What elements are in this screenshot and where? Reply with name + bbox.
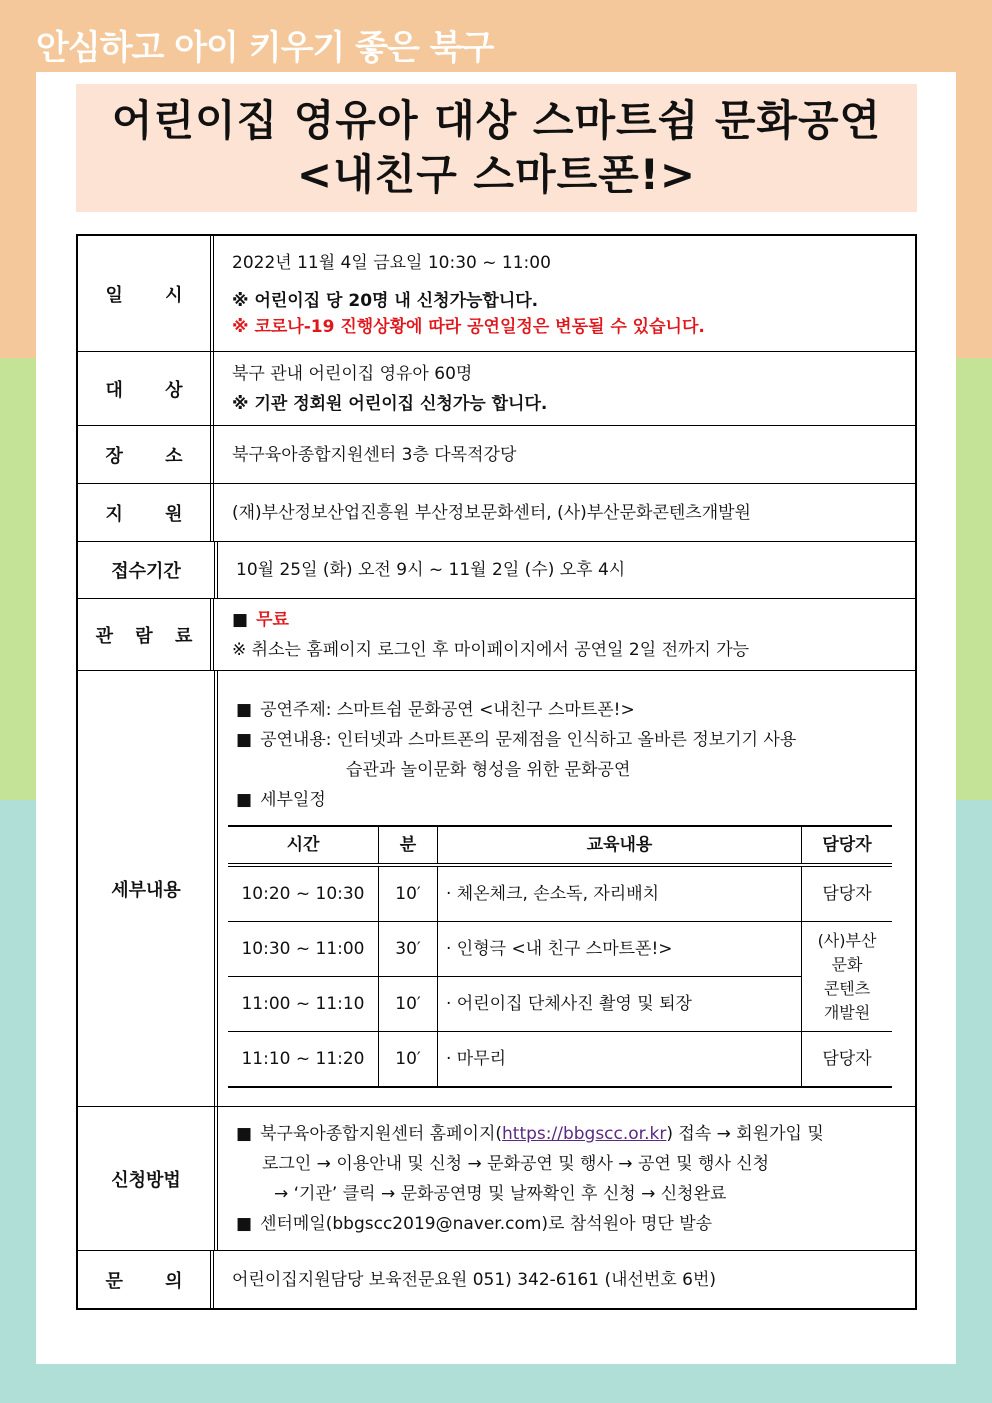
row-place <box>78 425 915 483</box>
schedule-time: 10:30 ~ 11:00 <box>228 922 379 977</box>
content-place <box>214 426 915 483</box>
table-row <box>228 922 892 977</box>
schedule-staff: 담당자 <box>802 1032 893 1088</box>
label-date: 일 시 <box>78 236 214 351</box>
support-text: (재)부산정보산업진흥원 부산정보문화센터, (사)부산문화콘텐츠개발원 <box>232 502 751 523</box>
label-fee: 관 람 료 <box>78 599 214 670</box>
schedule-desc: · 어린이집 단체사진 촬영 및 퇴장 <box>438 977 802 1032</box>
details-content-1: 공연내용: 인터넷과 스마트폰의 문제점을 인식하고 올바른 정보기기 사용 <box>260 730 797 750</box>
details-theme: 공연주제: 스마트쉼 문화공연 <내친구 스마트폰!> <box>260 700 635 720</box>
row-fee <box>78 598 915 670</box>
title-line-1: 어린이집 영유아 대상 스마트쉼 문화공연 <box>111 96 882 145</box>
apply-line3: → ‘기관’ 클릭 → 문화공연명 및 날짜확인 후 신청 → 신청완료 <box>274 1183 727 1204</box>
document-sheet <box>36 72 956 1364</box>
apply-line1-a: 북구육아종합지원센터 홈페이지( <box>260 1123 503 1144</box>
period-text: 10월 25일 (화) 오전 9시 ~ 11월 2일 (수) 오후 4시 <box>236 560 626 580</box>
slogan: 안심하고 아이 키우기 좋은 북구 <box>36 28 494 68</box>
schedule-desc: · 인형극 <내 친구 스마트폰!> <box>438 922 802 977</box>
schedule-time: 10:20 ~ 10:30 <box>228 865 379 922</box>
staff-line: 문화 <box>831 954 863 974</box>
schedule-desc: · 마무리 <box>438 1032 802 1088</box>
date-note: ※ 어린이집 당 20명 내 신청가능합니다. <box>232 290 539 311</box>
schedule-table <box>228 825 892 1088</box>
schedule-desc: · 체온체크, 손소독, 자리배치 <box>438 865 802 922</box>
row-target <box>78 351 915 425</box>
label-contact: 문 의 <box>78 1251 214 1308</box>
square-bullet-icon: ■ <box>236 1123 253 1144</box>
label-target: 대 상 <box>78 352 214 425</box>
schedule-staff-merged <box>802 922 893 1032</box>
content-date <box>214 236 915 351</box>
schedule-header-content: 교육내용 <box>438 826 802 865</box>
label-details: 세부내용 <box>78 671 218 1106</box>
staff-line: 콘텐츠 <box>823 978 871 998</box>
info-table <box>76 234 917 1310</box>
schedule-min: 30′ <box>379 922 438 977</box>
staff-line: (사)부산 <box>817 930 877 950</box>
title-line-2: <내친구 스마트폰!> <box>296 150 697 199</box>
content-target <box>214 352 915 425</box>
square-bullet-icon: ■ <box>236 1213 253 1234</box>
apply-line1-b: ) 접속 → 회원가입 및 <box>666 1123 824 1144</box>
date-text: 2022년 11월 4일 금요일 10:30 ~ 11:00 <box>232 252 551 273</box>
label-apply: 신청방법 <box>78 1107 218 1250</box>
square-bullet-icon: ■ <box>232 609 249 630</box>
details-content-2: 습관과 놀이문화 형성을 위한 문화공연 <box>346 760 631 780</box>
schedule-min: 10′ <box>379 865 438 922</box>
target-text: 북구 관내 어린이집 영유아 60명 <box>232 363 473 384</box>
table-row <box>228 977 892 1032</box>
contact-text: 어린이집지원담당 보육전문요원 051) 342-6161 (내선번호 6번) <box>232 1269 717 1290</box>
staff-line: 개발원 <box>823 1002 871 1022</box>
details-schedule-title: 세부일정 <box>260 790 326 810</box>
row-contact <box>78 1250 915 1308</box>
label-support: 지 원 <box>78 484 214 541</box>
row-apply <box>78 1106 915 1250</box>
square-bullet-icon: ■ <box>236 700 253 720</box>
table-row <box>228 1032 892 1088</box>
row-period <box>78 541 915 598</box>
content-apply <box>218 1107 915 1250</box>
homepage-link[interactable]: https://bbgscc.or.kr <box>502 1123 667 1144</box>
fee-note: ※ 취소는 홈페이지 로그인 후 마이페이지에서 공연일 2일 전까지 가능 <box>232 639 750 660</box>
schedule-min: 10′ <box>379 1032 438 1088</box>
schedule-header-min: 분 <box>379 826 438 865</box>
title-box <box>76 84 917 212</box>
square-bullet-icon: ■ <box>236 790 253 810</box>
target-note: ※ 기관 정회원 어린이집 신청가능 합니다. <box>232 393 548 414</box>
schedule-header-row <box>228 826 892 865</box>
content-fee <box>214 599 915 670</box>
square-bullet-icon: ■ <box>236 730 253 750</box>
schedule-time: 11:10 ~ 11:20 <box>228 1032 379 1088</box>
content-contact <box>214 1251 915 1308</box>
label-place: 장 소 <box>78 426 214 483</box>
label-period: 접수기간 <box>78 542 218 598</box>
row-support <box>78 483 915 541</box>
schedule-header-time: 시간 <box>228 826 379 865</box>
apply-line4: 센터메일(bbgscc2019@naver.com)로 참석원아 명단 발송 <box>260 1213 713 1234</box>
date-warning: ※ 코로나-19 진행상황에 따라 공연일정은 변동될 수 있습니다. <box>232 316 705 337</box>
row-date <box>78 236 915 351</box>
content-details <box>218 671 915 1106</box>
table-row <box>228 865 892 922</box>
place-text: 북구육아종합지원센터 3층 다목적강당 <box>232 444 517 465</box>
schedule-staff: 담당자 <box>802 865 893 922</box>
schedule-time: 11:00 ~ 11:10 <box>228 977 379 1032</box>
schedule-min: 10′ <box>379 977 438 1032</box>
fee-text: 무료 <box>256 609 289 630</box>
row-details <box>78 670 915 1106</box>
content-support <box>214 484 915 541</box>
content-period <box>218 542 915 598</box>
schedule-header-staff: 담당자 <box>802 826 893 865</box>
apply-line2: 로그인 → 이용안내 및 신청 → 문화공연 및 행사 → 공연 및 행사 신청 <box>262 1153 770 1174</box>
